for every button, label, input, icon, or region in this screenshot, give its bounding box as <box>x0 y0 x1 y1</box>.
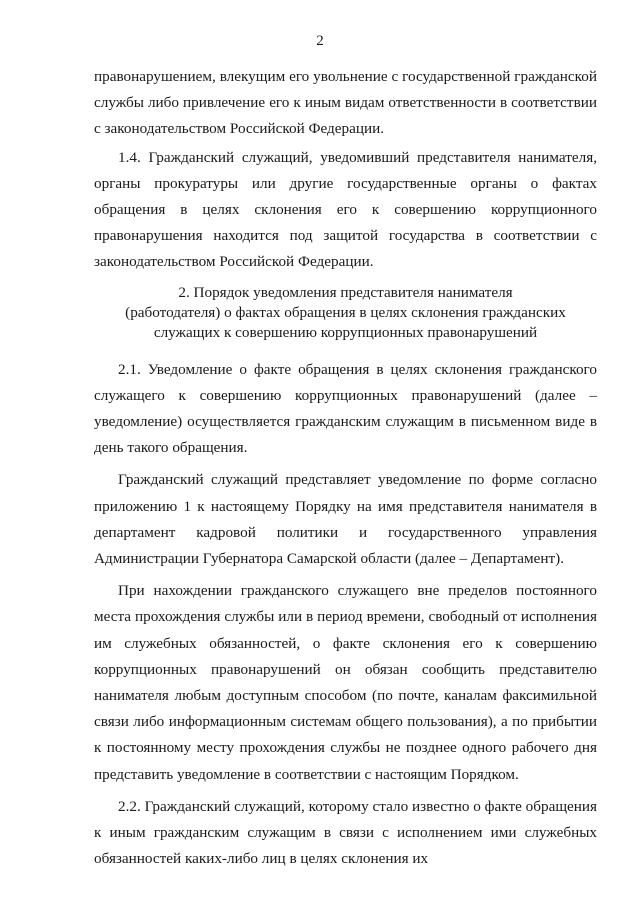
paragraph-1-4: 1.4. Гражданский служащий, уведомивший представителя нанимателя, органы прокуратуры или другие государственные органы о фактах обращения в целях склонения его к совершению коррупционного правонарушения находится под защитой государства в соответствии с законодательством Российской Федерации. <box>94 148 597 271</box>
paragraph-2-2: 2.2. Гражданский служащий, которому стало известно о факте обращения к иным гражданским служащим в связи с исполнением ими служебных обязанностей каких-либо лиц в целях склонения их <box>94 797 597 868</box>
section-heading-line-2: (работодателя) о фактах обращения в целях склонения гражданских <box>125 303 566 321</box>
section-heading-line-1: 2. Порядок уведомления представителя нанимателя <box>178 283 513 301</box>
section-heading-line-3: служащих к совершению коррупционных правонарушений <box>153 323 538 341</box>
paragraph-continued: правонарушением, влекущим его увольнение с государственной гражданской службы либо привлечение его к иным видам ответственности в соответствии с законодательством Российской Федерации. <box>94 68 597 138</box>
paragraph-2-1-c: При нахождении гражданского служащего вне пределов постоянного места прохождения службы или в период времени, свободный от исполнения им служебных обязанностей, о факте склонения его к совершению коррупционных правонарушений он обязан сообщить представителю нанимателя любым доступным способом (по почте, каналам факсимильной связи либо информационным системам общего пользования), а по прибытии к постоянному месту прохождения службы не позднее одного рабочего дня представить уведомление в соответствии с настоящим Порядком. <box>94 582 597 783</box>
paragraph-2-1-b: Гражданский служащий представляет уведомление по форме согласно приложению 1 к настоящему Порядку на имя представителя нанимателя в департамент кадровой политики и государственного управления Администрации Губернатора Самарской области (далее – Департамент). <box>94 471 597 568</box>
page-number: 2 <box>316 33 324 49</box>
paragraph-2-1: 2.1. Уведомление о факте обращения в целях склонения гражданского служащего к совершению коррупционных правонарушений (далее – уведомление) осуществляется гражданским служащим в письменном виде в день такого обращения. <box>94 360 597 457</box>
section-heading <box>94 283 597 343</box>
document-body <box>94 64 597 872</box>
